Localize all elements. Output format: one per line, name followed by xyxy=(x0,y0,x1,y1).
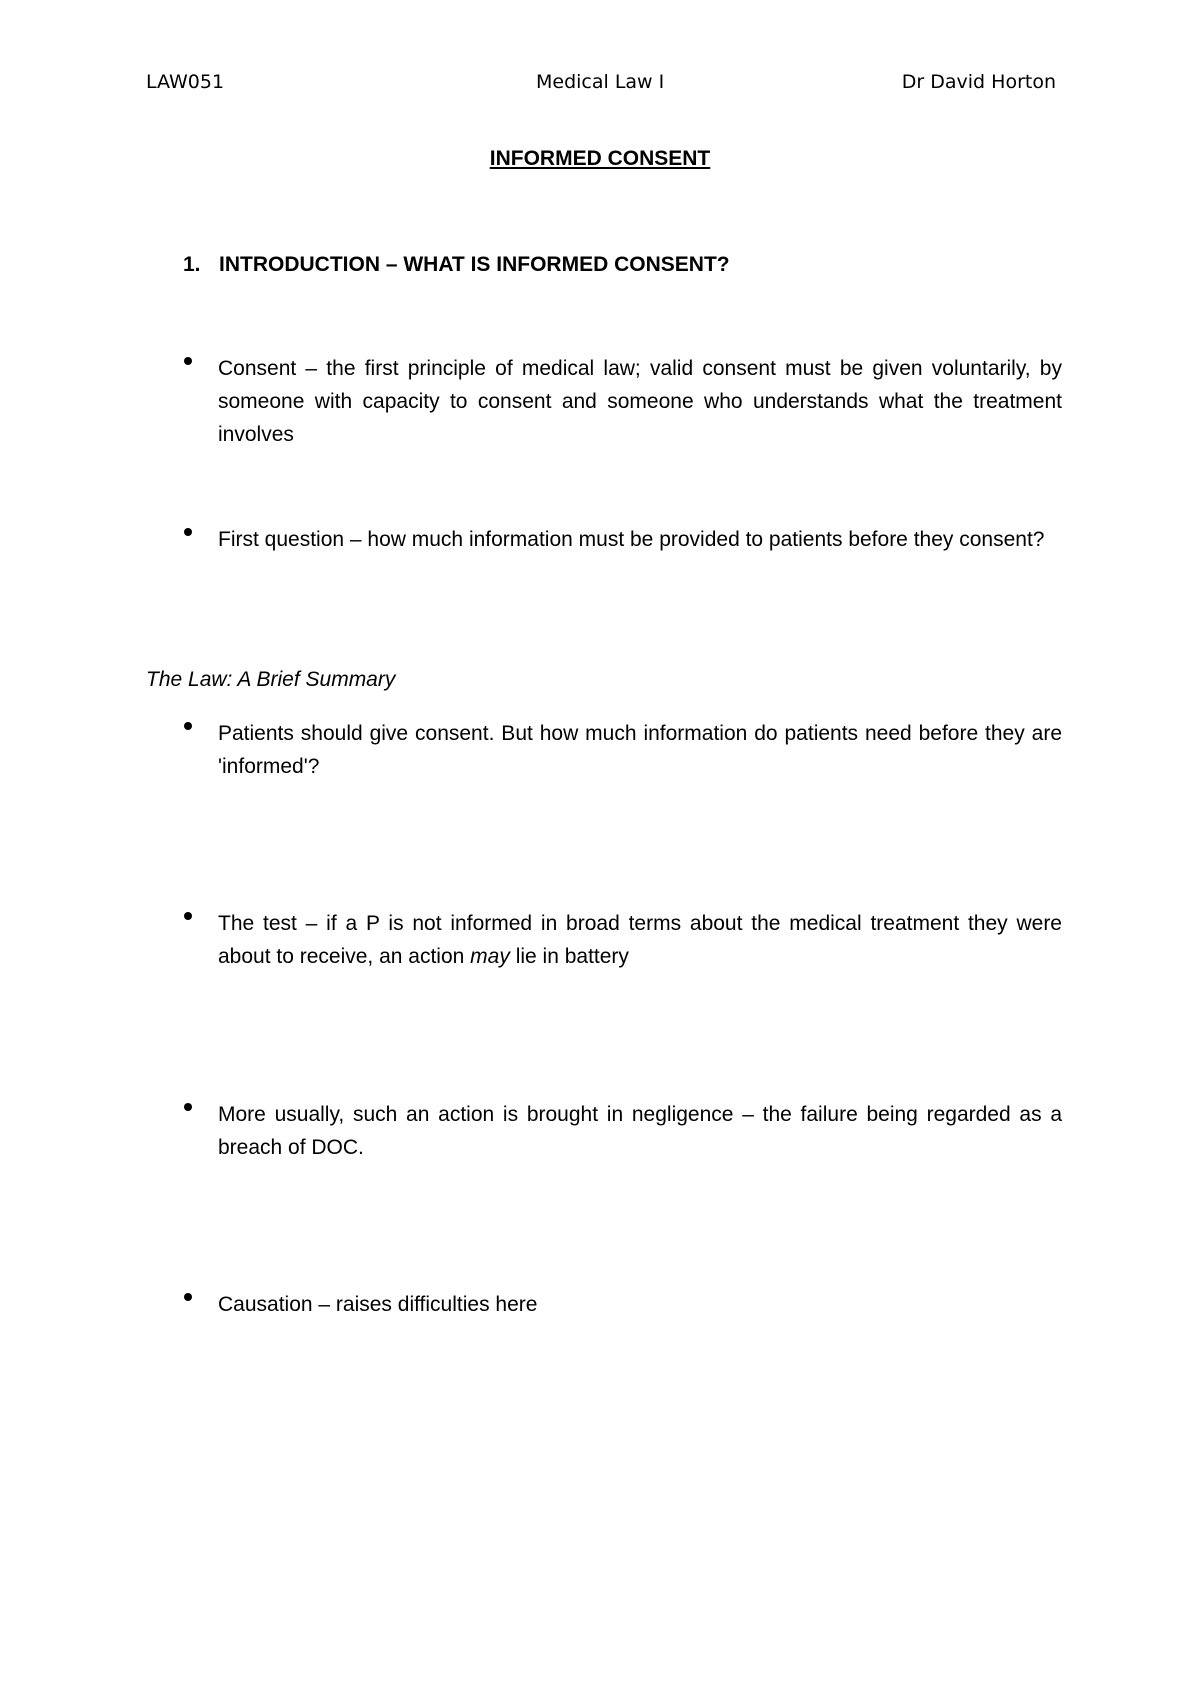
bullet-dot-icon xyxy=(184,1293,192,1301)
bullet-text-emphasis: may xyxy=(470,945,510,968)
header-lecturer: Dr David Horton xyxy=(901,71,1056,93)
bullet-dot-icon xyxy=(184,912,192,920)
section-heading xyxy=(183,252,730,278)
subheading: The Law: A Brief Summary xyxy=(146,668,396,691)
bullet-text-part: The test – if a P is not informed in broad terms about the medical treatment they were about to receive, an action xyxy=(218,912,1062,968)
bullet-dot-icon xyxy=(184,722,192,730)
bullet-text-part: lie in battery xyxy=(509,945,629,968)
bullet-text: More usually, such an action is brought in negligence – the failure being regarded as a breach of DOC. xyxy=(218,1103,1062,1159)
bullet-text: Patients should give consent. But how much information do patients need before they are 'informed'? xyxy=(218,722,1062,778)
bullet-text: Consent – the first principle of medical law; valid consent must be given voluntarily, by someone with capacity to consent and someone who understands what the treatment involves xyxy=(218,357,1062,446)
bullet-dot-icon xyxy=(184,1103,192,1111)
bullet-text: Causation – raises difficulties here xyxy=(218,1293,538,1316)
bullet-dot-icon xyxy=(184,357,192,365)
document-title: INFORMED CONSENT xyxy=(489,147,711,170)
bullet-dot-icon xyxy=(184,528,192,536)
bullet-text xyxy=(218,907,1062,973)
bullet-text: First question – how much information must be provided to patients before they consent? xyxy=(218,528,1045,551)
header-course-code: LAW051 xyxy=(146,71,225,93)
section-number: 1. xyxy=(183,253,201,276)
header-course-name: Medical Law I xyxy=(536,71,665,93)
section-heading-text: INTRODUCTION – WHAT IS INFORMED CONSENT? xyxy=(219,253,730,276)
